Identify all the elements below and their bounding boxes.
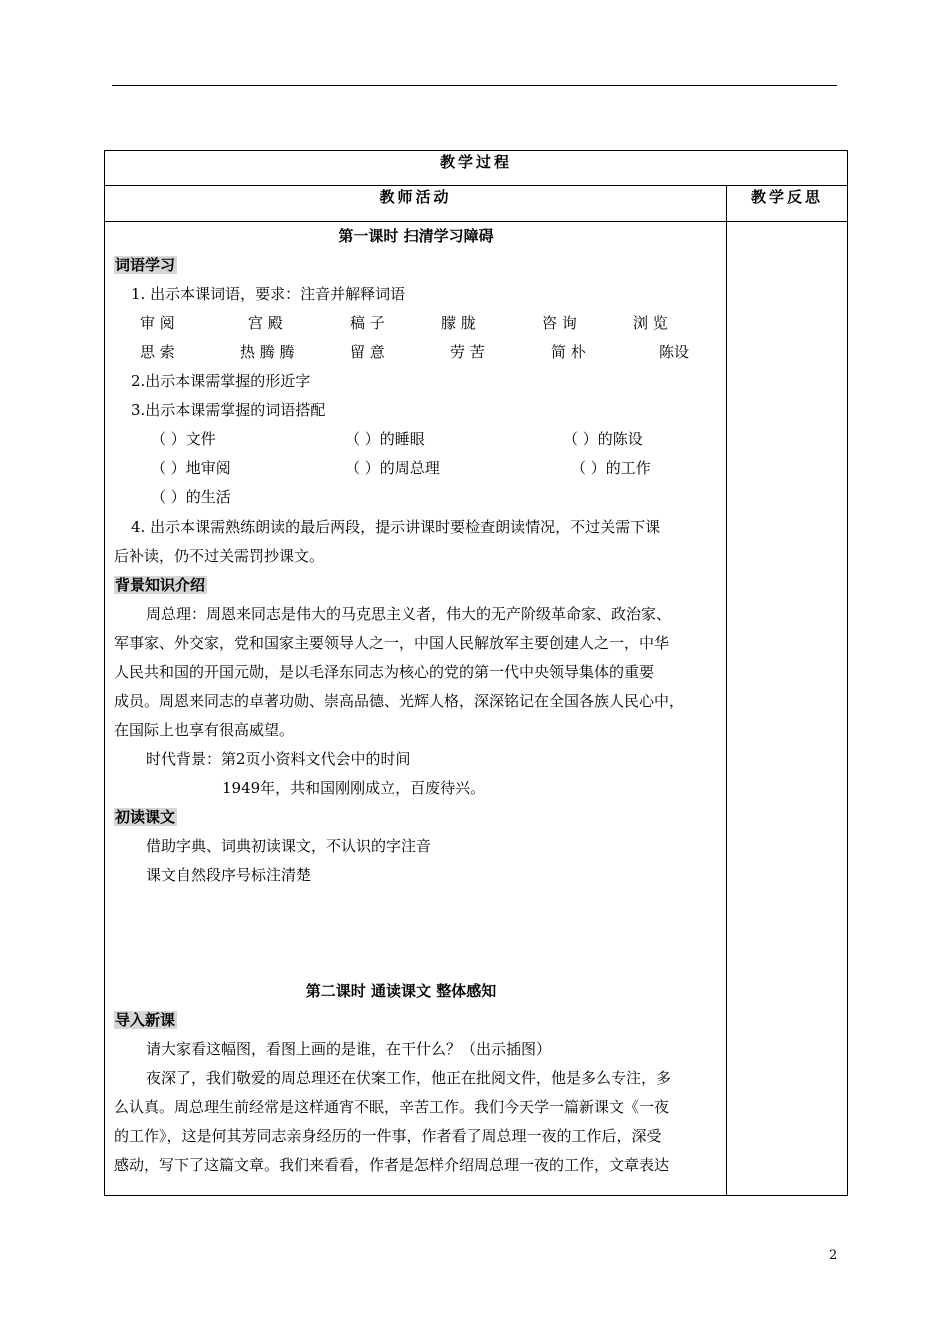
era-label: 时代背景：第2页小资料文代会中的时间 — [146, 750, 411, 768]
background-text: 周总理：周恩来同志是伟大的马克思主义者，伟大的无产阶级革命家、政治家、 — [146, 605, 672, 623]
vocab-word: 思 索 — [140, 343, 175, 361]
collocation: （ ）的工作 — [571, 459, 651, 477]
vocab-word: 宫 殿 — [248, 314, 283, 332]
table-title: 教学过程 — [105, 151, 848, 186]
background-text: 成员。周恩来同志的卓著功勋、崇高品德、光辉人格，深深铭记在全国各族人民心中， — [114, 692, 685, 710]
background-text: 在国际上也享有很高威望。 — [114, 721, 295, 739]
vocab-word: 留 意 — [350, 343, 385, 361]
collocation: （ ）文件 — [151, 430, 216, 448]
background-text: 军事家、外交家，党和国家主要领导人之一，中国人民解放军主要创建人之一，中华 — [114, 634, 670, 652]
table-header-row — [105, 186, 848, 222]
first-reading-text: 借助字典、词典初读课文，不认识的字注音 — [146, 837, 432, 855]
vocab-word: 劳 苦 — [450, 343, 485, 361]
vocab-item-4-cont: 后补读，仍不过关需罚抄课文。 — [114, 547, 325, 565]
intro-section-label: 导入新课 — [115, 1011, 176, 1029]
intro-paragraph: 么认真。周总理生前经常是这样通宵不眠，辛苦工作。我们今天学一篇新课文《一夜 — [114, 1098, 670, 1116]
first-reading-text: 课文自然段序号标注清楚 — [146, 866, 312, 884]
intro-paragraph: 感动，写下了这篇文章。我们来看看，作者是怎样介绍周总理一夜的工作，文章表达 — [114, 1156, 670, 1174]
page-number: 2 — [829, 1248, 838, 1263]
teaching-process-table — [104, 150, 848, 1196]
background-text: 人民共和国的开国元勋，是以毛泽东同志为核心的党的第一代中央领导集体的重要 — [114, 663, 655, 681]
collocation: （ ）的生活 — [151, 488, 231, 506]
vocab-word: 浏 览 — [633, 314, 668, 332]
header-rule — [112, 85, 837, 86]
era-detail: 1949年，共和国刚刚成立，百废待兴。 — [222, 779, 486, 797]
first-reading-section-label: 初读课文 — [115, 808, 176, 826]
vocab-word: 稿 子 — [350, 314, 385, 332]
background-section-label: 背景知识介绍 — [115, 576, 206, 594]
vocab-item-4: 4. 出示本课需熟练朗读的最后两段，提示讲课时要检查朗读情况，不过关需下课 — [131, 518, 661, 536]
table-title-row — [105, 151, 848, 186]
lesson2-heading: 第二课时 通读课文 整体感知 — [305, 982, 497, 1000]
intro-paragraph: 夜深了，我们敬爱的周总理还在伏案工作，他正在批阅文件，他是多么专注，多 — [146, 1069, 672, 1087]
vocab-word: 审 阅 — [140, 314, 175, 332]
collocation: （ ）地审阅 — [151, 459, 231, 477]
vocab-word: 热 腾 腾 — [240, 343, 295, 361]
lesson1-heading: 第一课时 扫清学习障碍 — [338, 227, 494, 245]
vocab-section-label: 词语学习 — [115, 256, 176, 274]
vocab-word: 简 朴 — [551, 343, 586, 361]
collocation: （ ）的睡眼 — [345, 430, 425, 448]
teacher-activity-cell — [105, 222, 727, 1196]
teacher-activity-header: 教师活动 — [105, 186, 727, 222]
vocab-word: 陈设 — [659, 343, 690, 361]
collocation: （ ）的陈设 — [563, 430, 643, 448]
vocab-item-2: 2.出示本课需掌握的形近字 — [131, 372, 311, 390]
intro-paragraph: 的工作》，这是何其芳同志亲身经历的一件事，作者看了周总理一夜的工作后，深受 — [114, 1127, 662, 1145]
content-row — [105, 222, 848, 1196]
reflection-header: 教学反思 — [727, 186, 848, 222]
vocab-item-3: 3.出示本课需掌握的词语搭配 — [131, 401, 326, 419]
collocation: （ ）的周总理 — [345, 459, 440, 477]
vocab-item-1: 1. 出示本课词语，要求：注音并解释词语 — [131, 285, 406, 303]
vocab-word: 咨 询 — [542, 314, 577, 332]
reflection-cell — [727, 222, 848, 1196]
vocab-word: 朦 胧 — [441, 314, 476, 332]
intro-text: 请大家看这幅图，看图上画的是谁，在干什么？（出示插图） — [146, 1040, 552, 1058]
